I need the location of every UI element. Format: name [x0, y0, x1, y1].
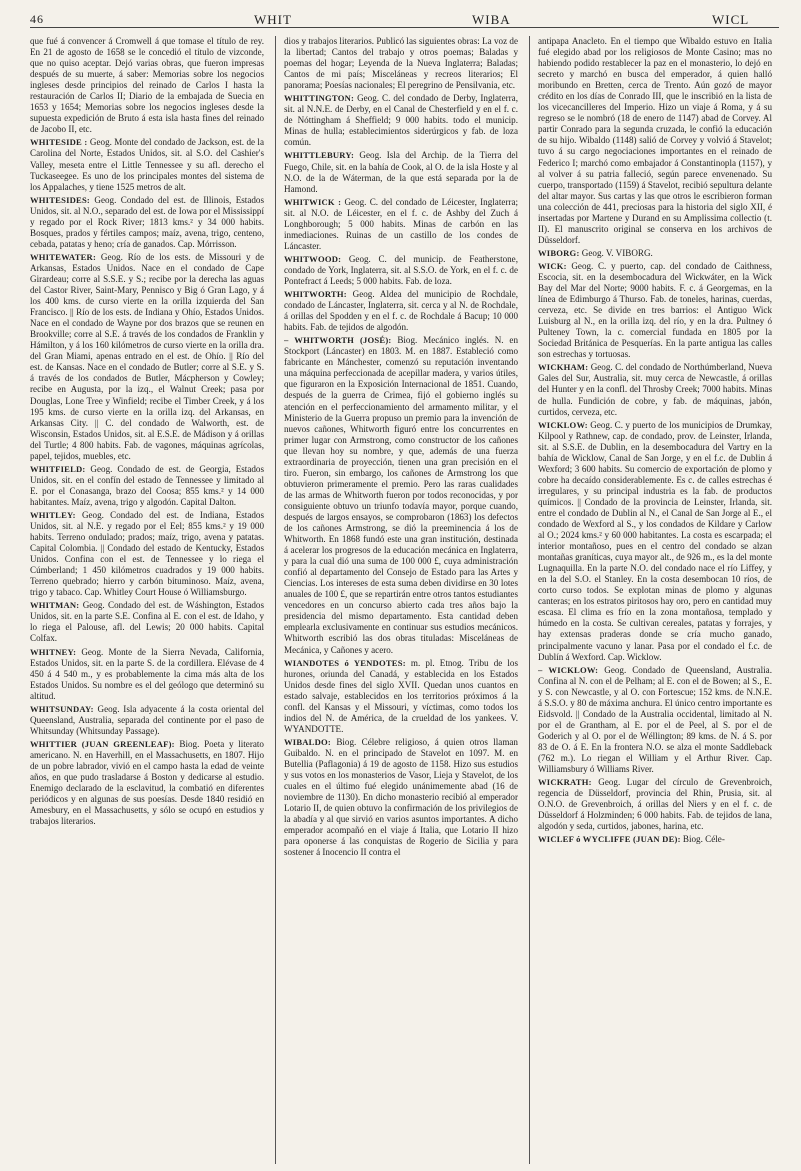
entry-headword: WICKHAM:: [538, 362, 589, 373]
entry-text: Biog. Célebre religioso, á quien otros llaman Guibaldo. N. en el principado de Stavelot en 1097. M. en Butellia (Paflagonia) á 19 de agosto de 1158. Hizo sus estudios y sus votos en los monasterios de Vasor, Lieja y Stavelot, de los cuales en el último fué elegido unánimemente abad (16 de noviembre de 1130). En dicho monasterio recibió al emperador Lotario II, de quien obtuvo la confirmación de los privilegios de la abadía y al que sirvió en varios asuntos importantes. A dicho emperador acompañó en el viaje á Italia, que Lotario II hizo para oponerse á las conquistas de Rogerio de Sicilia y para sostener á Inocencio II contra el: [284, 736, 518, 858]
entry-text: Geog. Condado del est. de Wáshington, Estados Unidos, sit. en la parte S.E. Confina al E. con el est. de Idaho, y lo riega el Palouse, afl. del Lewis; 20 000 habits. Capital Colfax.: [30, 600, 264, 644]
dictionary-entry: [30, 252, 264, 462]
entry-text: Geog. Monte del condado de Jackson, est. de la Carolina del Norte, Estados Unidos, sit. al S.O. del Cashier's Valley, meseta entre el Little Tennessee y su afl. derecho el Tuckaseegee. Es uno de los principales montes del sistema de los Appalaches, y tiene 1525 metros de alt.: [30, 137, 264, 192]
dictionary-entry: [538, 665, 772, 775]
entry-text: Biog. Céle-: [682, 834, 725, 845]
entry-headword: WHITLEY:: [30, 509, 76, 520]
entry-text: Geog. Lugar del círculo de Grevenbroich, regencia de Düsseldorf, provincia del Rhin, Prusia, sit. al O.N.O. de Grevenbroich, á orillas del Niers y en el f. c. de Düsseldorf á Holzminden; 6 000 habits. Fab. de tejidos de lana, algodón y seda, curtidos, jabones, harina, etc.: [538, 777, 772, 832]
dictionary-entry: [30, 36, 264, 135]
column-divider: [529, 36, 530, 1164]
dictionary-entry: [30, 739, 264, 827]
entry-headword: WHITESIDES:: [30, 194, 90, 205]
entry-headword: WICK:: [538, 260, 567, 271]
dictionary-entry: [30, 647, 264, 702]
dictionary-entry: [284, 335, 518, 655]
dictionary-entry: [538, 261, 772, 360]
dictionary-entry: [30, 600, 264, 644]
dictionary-entry: [538, 248, 772, 259]
guide-word-first: WHIT: [254, 12, 292, 27]
dictionary-entry: [30, 704, 264, 737]
entry-text: Geog. Aldea del municipio de Rochdale, condado de Láncaster, Inglaterra, sit. cerca y al N. de Rochdale, á orillas del Spodden y en el f. c. de Rochdale á Bacup; 10 000 habits. Fab. de tejidos de algodón.: [284, 289, 518, 333]
entry-headword: WIANDOTES ó YENDOTES:: [284, 657, 406, 668]
entry-text: Geog. C. del municip. de Featherstone, condado de York, Inglaterra, sit. al S.S.O. de York, en el f. c. de Pontefract á Leeds; 5 000 habits. Fab. de loza.: [284, 253, 518, 286]
entry-headword: WHITWORTH:: [284, 289, 347, 300]
entry-text: Geog. C. y puerto de los municipios de Drumkay, Kilpool y Rathnew, cap. de condado, prov. de Leinster, Irlanda, sit. al S.S.E. de Dublin, en la desembocadura del Vartry en la bahía de Wicklow, Canal de San Jorge, y en el f.c. de Dublin á Wexford; 3 600 habits. Su comercio de exportación de plomo y cobre ha decaído considerablemente. Es c. de calles estrechas é irregulares, y su principal industria es la fab. de productos químicos. || Condado de la provincia de Leinster, Irlanda, sit. entre el condado de Dublin al N., el Canal de San Jorge al E., el condado de Wexford al S., y los condados de Kildare y Carlow al O.; 2024 kms.² y 60 000 habitantes. La costa es escarpada; el interior montañoso, pues en el centro del condado se alzan montañas graníticas, cuya mayor alt., de 926 m., es la del monte Lugnaquilla. En la parte N.O. del condado nace el río Liffey, y en la del S.O. el Stanley. En la costa desembocan 10 ríos, de corto curso todos. Se explotan minas de plomo y algunas canteras; en los estratos piritosos hay oro, pero en cantidad muy escasa. El clima es frío en la zona montañosa, templado y húmedo en la costa. Se cultivan cereales, patatas y forrajes, y hay extensas praderas donde se cría mucho ganado, principalmente vacuno y lanar. Pasa por el condado el f.c. de Dublín á Wexford. Cap. Wicklow.: [538, 419, 772, 662]
column-middle: [284, 36, 518, 1164]
entry-text: Geog. Condado de est. de Georgia, Estados Unidos, sit. en el confín del estado de Tennessee y limitado al E. por el Conasanga, brazo del Coosa; 855 kms.² y 14 000 habitantes. Maíz, avena, trigo y algodón. Capital Dalton.: [30, 463, 264, 507]
dictionary-entry: [30, 464, 264, 508]
entry-text: que fué á convencer á Cromwell á que tomase el título de rey. En 21 de agosto de 1658 se le concedió el título de vizconde, que no quiso aceptar. Dejó varias obras, que fueron impresas después de su muerte, á saber: Memorias sobre los negocios ingleses desde principios del reinado de Carlos I hasta la restauración de Carlos II; Diario de la embajada de Suecia en 1653 y 1654; Memorias sobre los negocios ingleses desde la supuesta expedición de Bruto á esta isla hasta fines del reinado de Jacobo II, etc.: [30, 36, 264, 135]
entry-text: Geog. Isla adyacente á la costa oriental del Queensland, Australia, separada del continente por el paso de Whitsunday (Whitsunday Passage).: [30, 703, 264, 736]
entry-text: Geog. Isla del Archip. de la Tierra del Fuego, Chile, sit. en la bahía de Cook, al O. de la isla Hoste y al N.O. de la de Wáterman, de la que está separada por la de Hamond.: [284, 150, 518, 194]
page-number: 46: [30, 12, 44, 26]
column-left: [30, 36, 264, 1164]
entry-headword: WHITTLEBURY:: [284, 150, 355, 161]
entry-headword: – WICKLOW:: [538, 664, 599, 675]
entry-text: Geog. C. del condado de Northúmberland, Nueva Gales del Sur, Australia, sit. muy cerca de Newcastle, á orillas del Hunter y en la confl. del Throsby Creek; 7000 habits. Minas de hulla. Fundición de cobre, y fab. de máquinas, jabón, curtidos, cerveza, etc.: [538, 362, 772, 417]
entry-text: Geog. Monte de la Sierra Nevada, California, Estados Unidos, sit. en la parte S. de la cordillera. Elévase de 4 450 á 4 540 m., y es probablemente la cima más alta de los Estados Unidos. Su nombre es el del geólogo que determinó su altitud.: [30, 646, 264, 701]
dictionary-entry: [284, 36, 518, 91]
dictionary-entry: [538, 420, 772, 663]
entry-headword: WHITWICK :: [284, 196, 342, 207]
entry-headword: – WHITWORTH (JOSÉ):: [284, 335, 392, 346]
dictionary-entry: [284, 737, 518, 859]
page-header: [30, 8, 779, 28]
dictionary-entry: [30, 510, 264, 598]
entry-headword: WHITSUNDAY:: [30, 703, 94, 714]
entry-text: Geog. V. VIBORG.: [581, 247, 653, 258]
entry-text: m. pl. Etnog. Tribu de los hurones, oriunda del Canadá, y establecida en los Estados Unidos desde fines del siglo XVII. Quedan unos cuantos en estado salvaje, establecidos en los territorios próximos á la confl. del Kansas y el Missouri, y víctimas, como todos los indios del N. de América, de la crueldad de los yankees. V. WYANDOTTE.: [284, 657, 518, 734]
dictionary-entry: [538, 777, 772, 832]
entry-headword: WICLEF ó WYCLIFFE (JUAN DE):: [538, 834, 681, 845]
column-divider: [275, 36, 276, 1164]
guide-word-last: WICL: [712, 12, 750, 27]
entry-headword: WHITESIDE :: [30, 137, 88, 148]
dictionary-entry: [284, 93, 518, 148]
entry-headword: WHITTINGTON:: [284, 93, 355, 104]
dictionary-entry: [284, 197, 518, 252]
dictionary-entry: [284, 658, 518, 735]
entry-headword: WHITTIER (JUAN GREENLEAF):: [30, 738, 175, 749]
entry-text: Geog. Condado de Queensland, Australia. Confina al N. con el de Pelham; al E. con el de Bowen; al S., E. y S. con Newcastle, y al O. con Fortescue; 152 kms. de N.N.E. á S.S.O. y 80 de máxima anchura. El único centro importante es Eidsvold. || Condado de la Australia occidental, limitado al N. por el de Grantham, al E. por el de Peel, al S. por el de Goderich y al O. por el de Wéllington; 89 kms. de N. á S. por 83 de O. á E. En la frontera N.O. se alza el monte Saddleback (762 m.). Lo riegan el William y el Arthur River. Cap. Williamsbury ó Williams River.: [538, 664, 772, 775]
dictionary-entry: [284, 289, 518, 333]
column-right: [538, 36, 772, 1164]
entry-headword: WHITEWATER:: [30, 251, 97, 262]
header-rule: [30, 27, 779, 28]
dictionary-entry: [284, 254, 518, 287]
entry-headword: WIBALDO:: [284, 736, 331, 747]
entry-text: dios y trabajos literarios. Publicó las siguientes obras: La voz de la libertad; Cantos del trabajo y otros poemas; Baladas y poemas del hogar; Leyenda de la Nueva Inglaterra; Baladas; Cantos de mi país; Misceláneas y recreos literarios; El panorama; Poesías nacionales; El peregrino de Pensilvania, etc.: [284, 36, 518, 91]
entry-text: Geog. C. y puerto, cap. del condado de Caithness, Escocia, sit. en la desembocadura del Wickwáter, en la Wick Bay del Mar del Norte; 9000 habits. F. c. á Georgemas, en la línea de Edimburgo á Thurso. Fab. de toneles, harinas, cuerdas, cerveza, etc. Se divide en tres barrios: el Antiguo Wick Luisburg al N., en la orilla izq. del río, y en la dra. Pultney ó Pulteney Town, la c. comercial fundada en 1805 por la Sociedad Británica de Pesquerías. En la parte antigua las calles son estrechas y tortuosas.: [538, 260, 772, 360]
dictionary-entry: [538, 834, 772, 845]
entry-text: Geog. C. del condado de Léicester, Inglaterra; sit. al N.O. de Léicester, en el f. c. de Ashby del Zuch á Longhborough; 5 000 habits. Minas de carbón en las inmediaciones. Ruinas de un castillo de los condes de Láncaster.: [284, 196, 518, 251]
entry-text: Geog. Condado del est. de Illinois, Estados Unidos, sit. al N.O., separado del est. de Iowa por el Mississippí y regado por el Rock River; 1813 kms.² y 34 000 habits. Bosques, prados y fértiles campos; maíz, avena, trigo, centeno, cebada, patatas y heno; cría de ganados. Cap. Mórrisson.: [30, 194, 264, 249]
dictionary-entry: [538, 362, 772, 417]
columns: [30, 36, 779, 1166]
entry-text: antipapa Anacleto. En el tiempo que Wibaldo estuvo en Italia fué elegido abad por los religiosos de Monte Casino; mas no habiendo podido restablecer la paz en el monasterio, lo dejó en secreto y marchó en busca del emperador, á quien halló moribundo en Bretten, cerca de Trento. Aún gozó de mayor crédito en los días de Conrado III, que le inscribió en la lista de los vicecancilleres del Imperio. Hizo un viaje á Roma, y á su regreso se le nombró (18 de enero de 1147) abad de Corvey. Al partir Conrado para la segunda cruzada, le confió la educación de su hijo. Wibaldo (1148) salió de Corvey y volvió á Stavelot; tuvo á su cargo negociaciones importantes en el reinado de Federico I; marchó como embajador á Constantinopla (1157), y al volver á su patria falleció, según parece envenenado. Su cuerpo, transportado (1159) á Stavelot, recibió sepultura delante del altar mayor. Sus cartas y las que otros le escribieron forman una colección de 441, preciosas para la historia del siglo XII, é insertadas por Martene y Durand en su Amplissima collectio (t. II). El manuscrito original se conserva en los archivos de Düsseldorf.: [538, 36, 772, 245]
entry-text: Geog. Río de los ests. de Missouri y de Arkansas, Estados Unidos. Nace en el condado de Cape Girardeau; corre al S.S.E. y S.; recibe por la derecha las aguas del Castor River, Saint-Mary, Pennisco y Big ó Gran Lago, y á los 400 kms. de curso vierte en la orilla izquierda del San Francisco. || Río de los ests. de Indiana y Ohío, Estados Unidos. Nace en el condado de Wayne por dos brazos que se reunen en Brookville; corre al S.E. á través de los condados de Franklin y Hámilton, y á los 160 kilómetros de curso vierte en la orilla dra. del Gran Miami, apenas entrado en el est. de Ohío. || Río del est. de Kansas. Nace en el condado de Butler; corre al S.E. y S. á través de los condados de Butler, Mácpherson y Cowley; recibe en Augusta, por la izq., el Walnut Creek; pasa por Douglas, Lone Tree y Winfield; recibe el Timber Creek, y á los 195 kms. de curso vierte en la orilla izq. del Arkansas, en Arkansas City. || C. del condado de Walworth, est. de Wisconsin, Estados Unidos, sit. al E.S.E. de Mádison y á orillas del Turtle; 4 800 habits. Fab. de vagones, máquinas agrícolas, papel, tejidos, muebles, etc.: [30, 251, 264, 461]
entry-text: Geog. C. del condado de Derby, Inglaterra, sit. al N.N.E. de Derby, en el Canal de Chesterfield y en el f. c. de Nóttingham á Sheffield; 9 000 habits. todo el municip. Minas de hulla; establecimientos siderúrgicos y fab. de loza común.: [284, 93, 518, 148]
entry-text: Geog. Condado del est. de Indiana, Estados Unidos, sit. al N.E. y regado por el Eel; 855 kms.² y 19 000 habits. Terreno ondulado; prados; maíz, trigo, avena y patatas. Capital Colombia. || Condado del estado de Kentucky, Estados Unidos. Confina con el est. de Tennessee y lo riega el Cúmberland; 1 450 kilómetros cuadrados y 19 000 habits. Terreno quebrado; hierro y carbón bituminoso. Maíz, avena, trigo y tabaco. Cap. Whitley Court House ó Williamsburgo.: [30, 509, 264, 598]
entry-headword: WICKRATH:: [538, 777, 592, 788]
entry-headword: WHITWOOD:: [284, 253, 342, 264]
dictionary-entry: [284, 150, 518, 194]
entry-text: Biog. Poeta y literato americano. N. en Haverhill, en el Massachusetts, en 1807. Hijo de un pobre labrador, vivió en el campo hasta la edad de veinte años, en que pudo trasladarse á Boston y dedicarse al estudio. Enemigo declarado de la esclavitud, la combatió en diferentes periódicos y en algunas de sus poesías. Desde 1840 residió en Amesbury, en el Massachusetts, y sólo se ocupó en estudios y trabajos literarios.: [30, 738, 264, 827]
dictionary-entry: [30, 195, 264, 250]
dictionary-entry: [30, 137, 264, 192]
entry-headword: WICKLOW:: [538, 419, 588, 430]
entry-headword: WHITFIELD:: [30, 463, 86, 474]
entry-headword: WIBORG:: [538, 247, 580, 258]
entry-text: Biog. Mecánico inglés. N. en Stockport (Láncaster) en 1803. M. en 1887. Estableció como fabricante en Mánchester, comenzó su reputación inventando una máquina perfeccionada de acepillar madera, y varios útiles, que figuraron en la Exposición Internacional de 1851. Cuando, después de la guerra de Crimea, fijó el gobierno inglés su atención en el perfeccionamiento del armamento militar, y el Ministerio de la Guerra propuso un premio para la invención de nuevos cañones, Whitworth figuró entre los concurrentes en primer lugar con Armstrong, como constructor de los cañones que llevan hoy su nombre, y que, además de una fuerza extraordinaria de proyección, tienen una gran precisión en el tiro. Fueron, sin embargo, los cañones de Armstrong los que obtuvieron primeramente el premio. Pero las raras cualidades de las armas de Whitworth fueron por todos reconocidas, y por consiguiente obtuvo un triunfo todavía mayor, porque cuando, después de largos ensayos, se comprobaron (1863) los defectos de los cañones Armstrong, se dió la preeminencia á los de Whitworth. En 1868 fundó este una gran institución, destinada á acelerar los progresos de la educación mecánica en Inglaterra, y para la cual dió una suma de 100 000 £, cuya administración confió al departamento del Consejo de Estado para las Artes y Ciencias. Los intereses de esta suma deben dividirse en 30 lotes anuales de 100 £, que se repartirán entre otros tantos estudiantes vencedores en un concurso abierto cada tres años bajo la presidencia del mismo departamento. Esta cantidad deben emplearla exclusivamente en continuar sus estudios mecánicos. Whitworth escribió las dos obras tituladas: Misceláneas de Mecánica, y Cañones y acero.: [284, 335, 518, 655]
guide-word-middle: WIBA: [472, 12, 511, 27]
entry-headword: WHITMAN:: [30, 600, 80, 611]
entry-headword: WHITNEY:: [30, 646, 77, 657]
dictionary-entry: [538, 36, 772, 246]
